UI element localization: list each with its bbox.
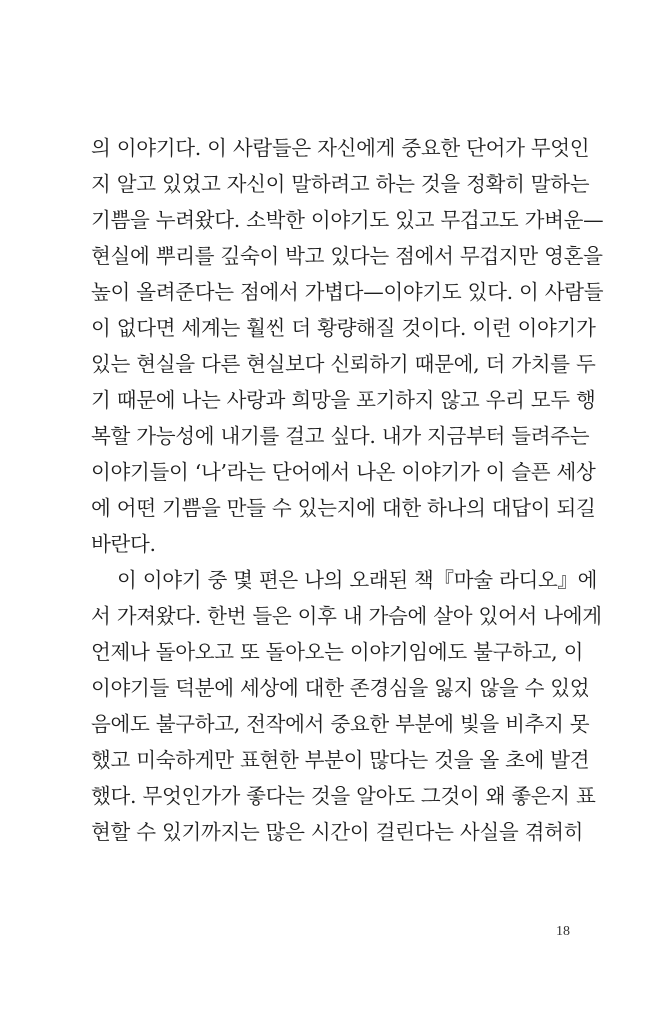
text-line: 언제나 돌아오고 또 돌아오는 이야기임에도 불구하고, 이 [91,640,584,664]
text-line: 현할 수 있기까지는 많은 시간이 걸린다는 사실을 겪허히 [91,820,584,844]
text-line: 이야기들 덕분에 세상에 대한 존경심을 잃지 않을 수 있었 [91,676,590,700]
text-line: 했다. 무엇인가가 좋다는 것을 알아도 그것이 왜 좋은지 표 [91,784,596,808]
text-line: 있는 현실을 다른 현실보다 신뢰하기 때문에, 더 가치를 두 [91,352,596,376]
text-line: 했고 미숙하게만 표현한 부분이 많다는 것을 올 초에 발견 [91,748,590,772]
text-line: 현실에 뿌리를 깊숙이 박고 있다는 점에서 무겁지만 영혼을 [91,244,603,268]
text-line: 지 알고 있었고 자신이 말하려고 하는 것을 정확히 말하는 [91,172,590,196]
text-line: 높이 올려준다는 점에서 가볍다—이야기도 있다. 이 사람들 [91,280,604,304]
text-line: 에 어떤 기쁨을 만들 수 있는지에 대한 하나의 대답이 되길 [91,496,596,520]
text-line: 서 가져왔다. 한번 들은 이후 내 가슴에 살아 있어서 나에게 [91,604,602,628]
text-line: 음에도 불구하고, 전작에서 중요한 부분에 빛을 비추지 못 [91,712,590,736]
text-line: 이야기들이 ‘나’라는 단어에서 나온 이야기가 이 슬픈 세상 [91,460,596,484]
text-line: 복할 가능성에 내기를 걸고 싶다. 내가 지금부터 들려주는 [91,424,590,448]
text-line: 기 때문에 나는 사랑과 희망을 포기하지 않고 우리 모두 행 [91,388,596,412]
page-number: 18 [556,924,570,939]
text-line: 기쁨을 누려왔다. 소박한 이야기도 있고 무겁고도 가벼운— [91,208,604,232]
text-line: 이 없다면 세계는 훨씬 더 황량해질 것이다. 이런 이야기가 [91,316,596,340]
text-line: 바란다. [91,532,156,556]
text-line: 이 이야기 중 몇 편은 나의 오래된 책『마술 라디오』에 [117,568,598,592]
text-line: 의 이야기다. 이 사람들은 자신에게 중요한 단어가 무엇인 [91,136,590,160]
